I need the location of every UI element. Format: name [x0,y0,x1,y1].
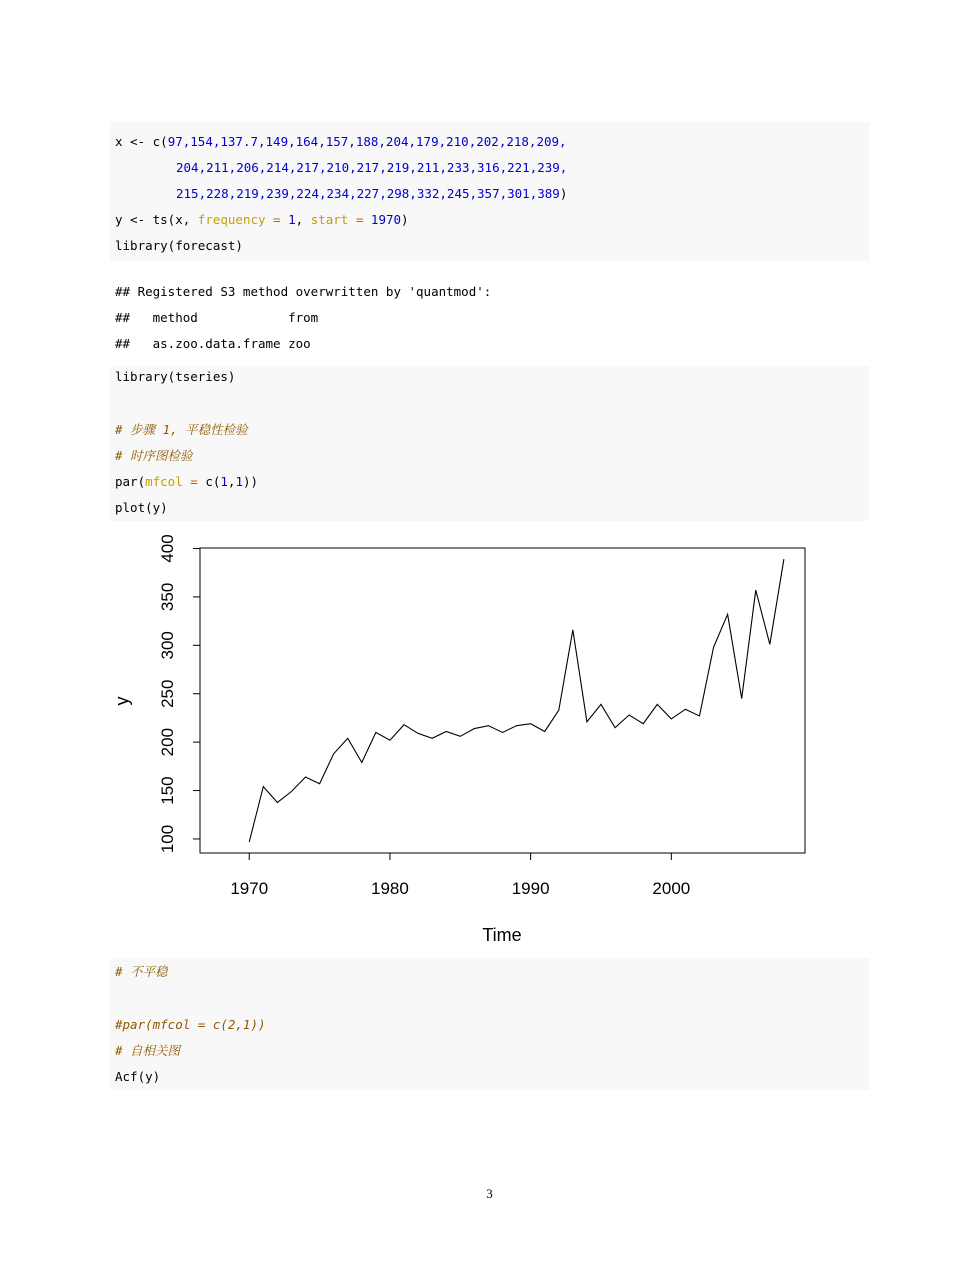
y-tick-label: 150 [158,776,177,805]
page-number: 3 [486,1186,493,1201]
code-line-par [115,472,258,492]
x-tick-label: 1970 [230,879,269,898]
code-comment-nonstationary: # 不平稳 [115,964,168,979]
x-tick-label: 1980 [371,879,409,898]
series-group [249,559,784,842]
code-par-v1: 1 [220,474,228,489]
code-comment-step1: # 步骤 1, 平稳性检验 [115,422,248,437]
code-line-x-values-2 [176,158,567,178]
code-ts-start-arg: start [310,212,349,227]
code-par-v2: 1 [235,474,243,489]
output-line-3: ## as.zoo.data.frame zoo [115,336,311,351]
code-par-arg: mfcol [145,474,183,489]
y-axis [158,534,200,853]
code-par-eq: = [182,474,206,489]
code-block-stationarity [110,366,869,521]
code-par-comma: , [227,474,236,489]
code-line-x-values-3 [176,184,567,204]
y-tick-label: 100 [158,824,177,854]
code-ts-start-val: 1970 [370,212,402,227]
code-ts-comma: , [295,212,311,227]
time-series-plot [0,525,979,955]
code-x-values-1: 97,154,137.7,149,164,157,188,204,179,210,202,218,209, [167,134,567,149]
y-tick-label: 400 [158,534,177,563]
code-line-ts [115,210,409,230]
y-tick-label: 200 [158,727,177,757]
code-line-x-assign [115,132,567,152]
code-ts-eq2: = [348,212,371,227]
code-par-mid: c( [205,474,221,489]
code-block-acf [110,958,869,1090]
code-par-prefix: par( [115,474,146,489]
code-x-values-3: 215,228,219,239,224,234,227,298,332,245,357,301,389 [176,186,560,201]
output-line-2: ## method from [115,310,319,325]
code-ts-eq1: = [265,212,289,227]
y-axis-label: y [112,696,132,706]
code-block-data-definition [110,122,869,261]
code-comment-timeseries: # 时序图检验 [115,448,193,463]
y-tick-label: 350 [158,582,177,612]
code-line-acf: Acf(y) [115,1069,161,1084]
code-comment-par: #par(mfcol = c(2,1)) [115,1017,266,1032]
code-close-paren: ) [559,186,568,201]
code-ts-suffix: ) [401,212,409,227]
code-x-assign: x <- c( [115,134,168,149]
x-tick-label: 2000 [652,879,691,898]
plot-frame [200,548,805,853]
x-axis [230,853,690,898]
y-tick-label: 300 [158,631,177,660]
code-comment-acf: # 自相关图 [115,1043,181,1058]
code-ts-prefix: y <- ts(x, [115,212,198,227]
output-line-1: ## Registered S3 method overwritten by 'quantmod': [115,284,492,299]
code-x-values-2: 204,211,206,214,217,210,217,219,211,233,316,221,239, [176,160,568,175]
code-line-library-tseries: library(tseries) [115,369,236,384]
x-axis-label: Time [482,925,522,945]
code-line-library-forecast: library(forecast) [115,238,243,253]
code-ts-frequency-val: 1 [288,212,296,227]
code-par-suffix: )) [242,474,259,489]
code-line-plot: plot(y) [115,500,168,515]
y-tick-label: 250 [158,679,177,708]
code-ts-frequency-arg: frequency [197,212,266,227]
x-tick-label: 1990 [511,879,550,898]
series-line [249,559,784,842]
